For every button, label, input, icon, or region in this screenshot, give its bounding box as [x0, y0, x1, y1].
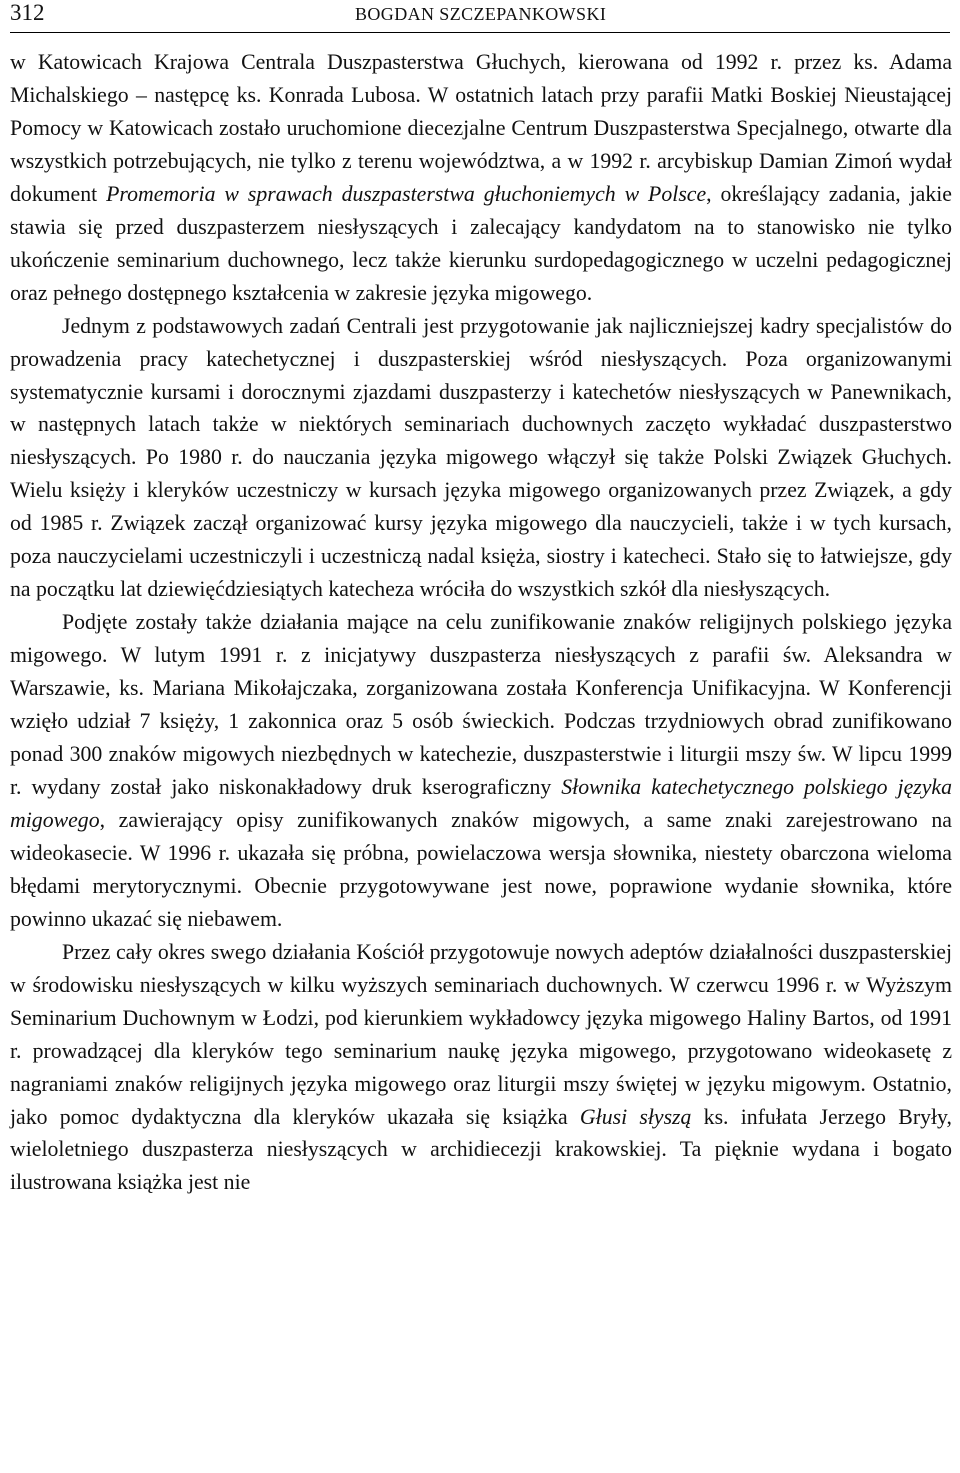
running-head: BOGDAN SZCZEPANKOWSKI: [355, 4, 607, 24]
paragraph: [10, 606, 952, 936]
text-run: , określający zadania, jakie stawia się przed duszpasterzem niesłyszących i zalecający kandydatom na to stanowisko nie tylko ukończenie seminarium duchownego, lecz także kierunku surdopedagogicznego w uczelni pedagogicznej oraz pełnego dostępnego kształcenia w zakresie języka migowego.: [10, 181, 952, 305]
paragraph: [10, 310, 952, 607]
page-header: [10, 0, 950, 33]
italic-title: Słownika katechetycznego polskiego języka migowego: [10, 774, 953, 832]
paragraph: [10, 46, 952, 310]
text-run: w Katowicach Krajowa Centrala Duszpasterstwa Głuchych, kierowana od 1992 r. przez ks. Adama Michalskiego – następcę ks. Konrada Lubosa. W ostatnich latach przy parafii Matki Boskiej Nieustającej Pomocy w Katowicach zostało uruchomione diecezjalne Centrum Duszpasterstwa Specjalnego, otwarte dla wszystkich potrzebujących, nie tylko z terenu województwa, a w 1992 r. arcybiskup Damian Zimoń wydał dokument: [10, 50, 952, 206]
text-run: Jednym z podstawowych zadań Centrali jest przygotowanie jak najliczniejszej kadry specjalistów do prowadzenia pracy katechetycznej i duszpasterskiej wśród niesłyszących. Poza organizowanymi systematycznie kursami i dorocznymi zjazdami duszpasterzy i katechetów niesłyszących w Panewnikach, w następnych latach także w niektórych seminariach duchownych zaczęto wykładać duszpasterstwo niesłyszących. Po 1980 r. do nauczania języka migowego włączył się także Polski Związek Głuchych. Wielu księży i kleryków uczestniczy w kursach języka migowego organizowanych przez Związek, a gdy od 1985 r. Związek zaczął organizować kursy języka migowego dla nauczycieli, także i w tych kursach, poza nauczycielami uczestniczyli i uczestniczą nadal księża, siostry i katecheci. Stało się to łatwiejsze, gdy na początku lat dziewięćdziesiątych katecheza wróciła do wszystkich szkół dla niesłyszących.: [10, 313, 952, 602]
page-number: 312: [10, 0, 45, 25]
text-run: Przez cały okres swego działania Kościół przygotowuje nowych adeptów działalności duszpasterskiej w środowisku niesłyszących w kilku wyższych seminariach duchownych. W czerwcu 1996 r. w Wyższym Seminarium Duchownym w Łodzi, pod kierunkiem wykładowcy języka migowego Haliny Bartos, od 1991 r. prowadzącej dla kleryków tego seminarium naukę języka migowego, przygotowano wideokasetę z nagraniami znaków religijnych języka migowego oraz liturgii mszy świętej w języku migowym. Ostatnio, jako pomoc dydaktyczna dla kleryków ukazała się książka: [10, 939, 952, 1129]
body-text: [10, 46, 952, 1199]
paragraph: [10, 936, 952, 1200]
text-run: ks. infułata Jerzego Bryły, wieloletniego duszpasterza niesłyszących w archidiecezji krakowskiej. Ta pięknie wydana i bogato ilustrowana książka jest nie: [10, 1104, 952, 1195]
text-run: Podjęte zostały także działania mające na celu zunifikowanie znaków religijnych polskiego języka migowego. W lutym 1991 r. z inicjatywy duszpasterza niesłyszących z parafii św. Aleksandra w Warszawie, ks. Mariana Mikołajczaka, zorganizowana została Konferencja Unifikacyjna. W Konferencji wzięło udział 7 księży, 1 zakonnica oraz 5 osób świeckich. Podczas trzydniowych obrad zunifikowano ponad 300 znaków migowych niezbędnych w katechezie, duszpasterstwie i liturgii mszy św. W lipcu 1999 r. wydany został jako niskonakładowy druk kserograficzny: [10, 610, 952, 799]
italic-title: Głusi słyszą: [579, 1104, 692, 1129]
italic-title: Promemoria w sprawach duszpasterstwa głuchoniemych w Polsce: [106, 181, 707, 206]
text-run: , zawierający opisy zunifikowanych znaków migowych, a same znaki zarejestrowano na wideokasecie. W 1996 r. ukazała się próbna, powielaczowa wersja słownika, niestety obarczona wieloma błędami merytorycznymi. Obecnie przygotowywane jest nowe, poprawione wydanie słownika, które powinno ukazać się niebawem.: [10, 807, 952, 931]
